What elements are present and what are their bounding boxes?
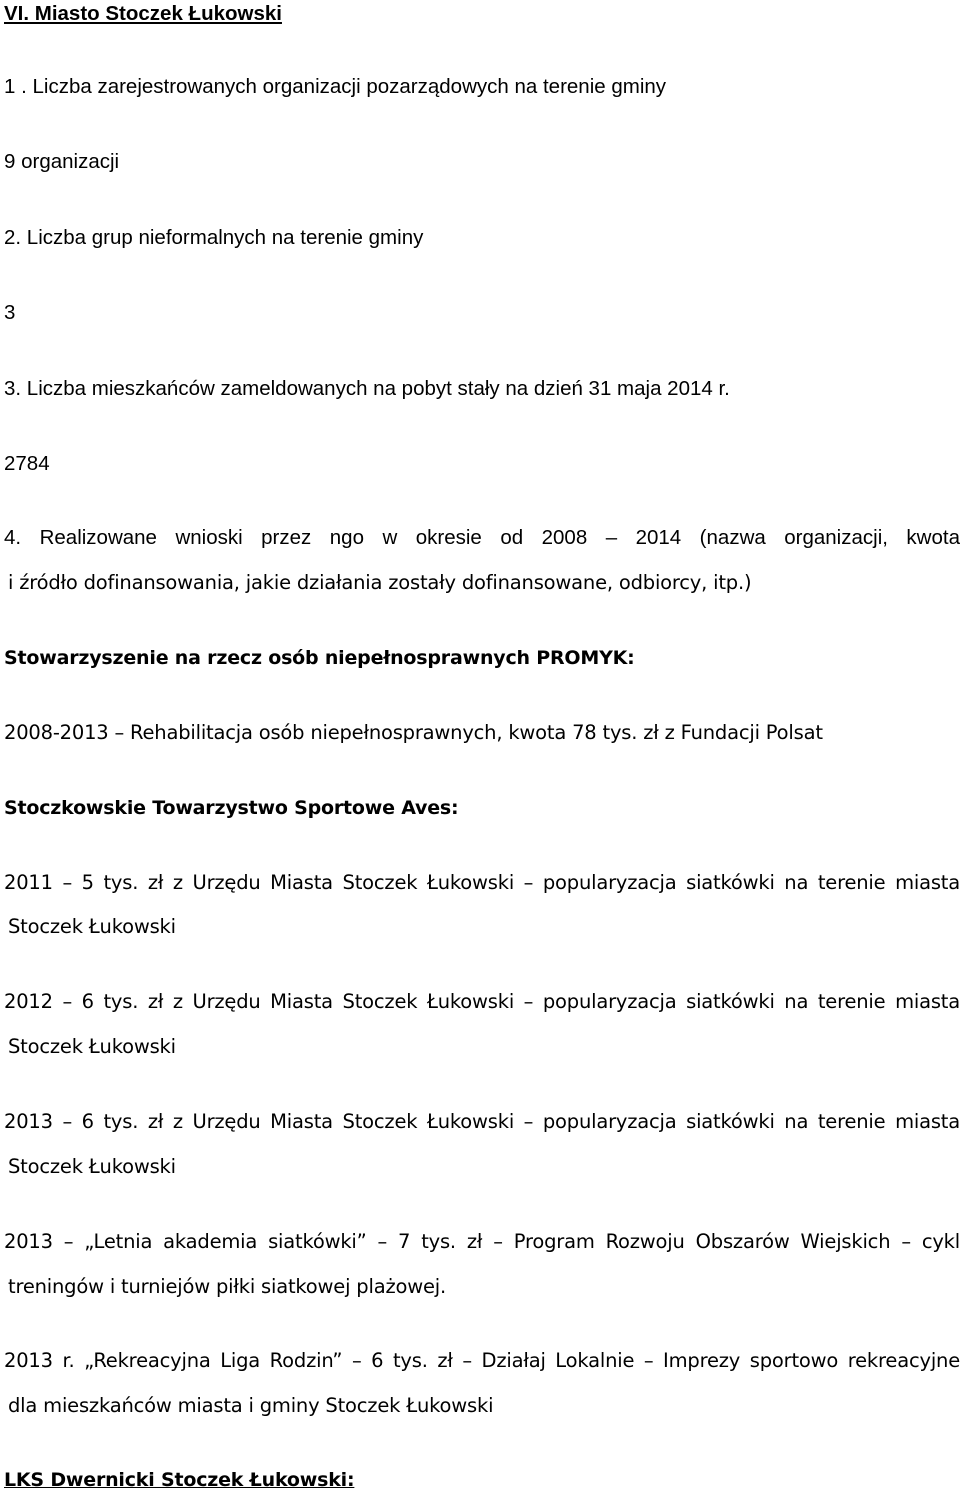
- answer-1: 9 organizacji: [4, 150, 120, 173]
- entry-aves-liga-line-2: dla mieszkańców miasta i gminy Stoczek Łukowski: [8, 1394, 494, 1417]
- question-2: 2. Liczba grup nieformalnych na terenie gminy: [4, 226, 424, 249]
- entry-aves-akademia-line-2: treningów i turniejów piłki siatkowej plażowej.: [8, 1275, 446, 1298]
- question-4-line-1: 4. Realizowane wnioski przez ngo w okresie od 2008 – 2014 (nazwa organizacji, kwota: [4, 526, 960, 549]
- entry-aves-liga-line-1: 2013 r. „Rekreacyjna Liga Rodzin” – 6 tys. zł – Działaj Lokalnie – Imprezy sportowo rekreacyjne: [4, 1349, 960, 1372]
- entry-promyk-1: 2008-2013 – Rehabilitacja osób niepełnosprawnych, kwota 78 tys. zł z Fundacji Polsat: [4, 721, 823, 744]
- answer-3: 2784: [4, 452, 50, 475]
- entry-aves-2012-line-1: 2012 – 6 tys. zł z Urzędu Miasta Stoczek Łukowski – popularyzacja siatkówki na terenie miasta: [4, 990, 960, 1013]
- question-4-line-2: i źródło dofinansowania, jakie działania zostały dofinansowane, odbiorcy, itp.): [8, 571, 752, 594]
- org-name-lks-dwernicki: LKS Dwernicki Stoczek Łukowski:: [4, 1469, 355, 1491]
- org-name-promyk: Stowarzyszenie na rzecz osób niepełnosprawnych PROMYK:: [4, 647, 635, 669]
- entry-aves-2013-line-2: Stoczek Łukowski: [8, 1155, 176, 1178]
- entry-aves-2013-line-1: 2013 – 6 tys. zł z Urzędu Miasta Stoczek Łukowski – popularyzacja siatkówki na terenie miasta: [4, 1110, 960, 1133]
- entry-aves-akademia-line-1: 2013 – „Letnia akademia siatkówki” – 7 tys. zł – Program Rozwoju Obszarów Wiejskich – cykl: [4, 1230, 960, 1253]
- answer-2: 3: [4, 301, 16, 324]
- question-1: 1 . Liczba zarejestrowanych organizacji pozarządowych na terenie gminy: [4, 75, 667, 98]
- entry-aves-2012-line-2: Stoczek Łukowski: [8, 1035, 176, 1058]
- entry-aves-2011-line-1: 2011 – 5 tys. zł z Urzędu Miasta Stoczek Łukowski – popularyzacja siatkówki na terenie miasta: [4, 871, 960, 894]
- entry-aves-2011-line-2: Stoczek Łukowski: [8, 915, 176, 938]
- org-name-aves: Stoczkowskie Towarzystwo Sportowe Aves:: [4, 797, 459, 819]
- section-heading: VI. Miasto Stoczek Łukowski: [4, 2, 282, 25]
- question-3: 3. Liczba mieszkańców zameldowanych na pobyt stały na dzień 31 maja 2014 r.: [4, 377, 730, 400]
